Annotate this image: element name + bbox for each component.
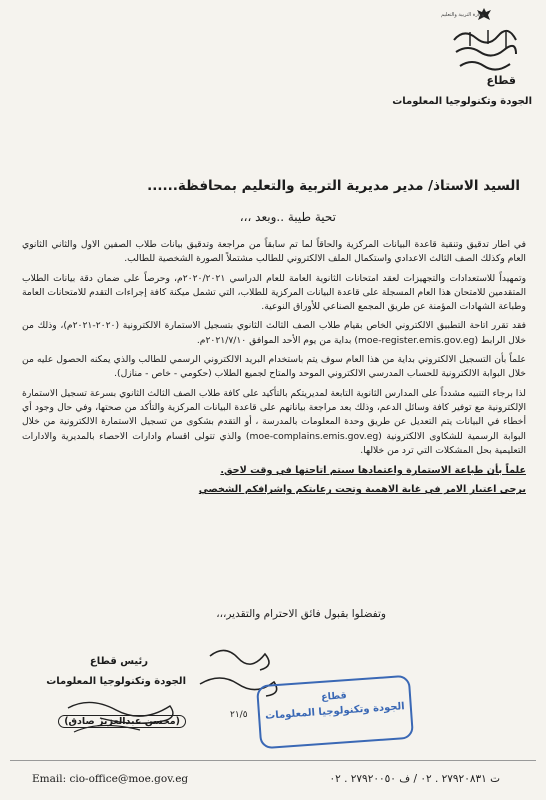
footer-email: Email: cio-office@moe.gov.eg	[32, 773, 189, 785]
body-paragraph: علماً بأن التسجيل الالكتروني بداية من هذا العام سوف يتم باستخدام البريد الالكتروني الرسمي للطالب والذي يمكنه الحصول عليه من خلال البوابة الالكترونية للحساب المدرسي الالكتروني الموحد والمتاح لجميع الطلاب (حكومي - خاص - منازل).	[22, 354, 526, 380]
official-stamp	[256, 675, 414, 750]
letter-addressee: السيد الاستاذ/ مدير مديرية التربية والتعليم بمحافظة......	[147, 178, 520, 194]
body-paragraph: فقد تقرر اتاحة التطبيق الالكتروني الخاص بقيام طلاب الصف الثالث الثانوي بتسجيل الاستمارة الالكترونية (٢٠٢٠-٢٠٢١م)، وذلك من خلال الرابط (moe-register.emis.gov.eg) بداية من يوم الأحد الموافق ٢٠٢١/٧/١٠م.	[22, 320, 526, 346]
print-note: علماً بأن طباعة الاستمارة واعتمادها سيتم اتاحتها في وقت لاحق.	[220, 465, 526, 477]
stamp-line1: قطاع	[320, 690, 348, 703]
body-paragraph: وتمهيداً للاستعدادات والتجهيزات لعقد امتحانات الثانوية العامة للعام الدراسي ٢٠٢٠/٢٠٢١م، وحرصاً على ضمان دقة بيانات الطلاب المتقدمين للامتحان هذا العام المسجلة على قاعدة البيانات المركزية للطلاب، التي تشمل ميكنة كافة إجراءات التقدم للامتحانات العامة وطباعة الشهادات المؤمنة عن طريق المجمع الصناعي للأوراق النوعية.	[22, 272, 527, 313]
stamp-number: ٢١/٥	[230, 710, 248, 720]
letter-body	[22, 238, 526, 503]
signature-sector: الجودة وتكنولوجيا المعلومات	[46, 676, 186, 687]
letter-closing: وتفضلوا بقبول فائق الاحترام والتقدير،،،	[216, 608, 386, 620]
importance-note: يرجى اعتبار الامر في غاية الاهمية وتحت رعايتكم واشرافكم الشخصي	[198, 484, 526, 496]
ministry-small-label: وزارة التربية والتعليم	[441, 12, 484, 18]
body-paragraph: في اطار تدقيق وتنقية قاعدة البيانات المركزية والحاقاً لما تم سابقاً من مراجعة وتدقيق بيانات طلاب الصفين الاول والثاني الثانوي العام وكذلك الصف الثالث الاعدادي واستكمال الملف الالكتروني للطالب مشتملاً الصورة الشخصية للطالب.	[22, 239, 526, 265]
sector-name: الجودة وتكنولوجيا المعلومات	[392, 96, 532, 107]
footer-divider	[10, 760, 536, 761]
letter-greeting: تحية طيبة ..وبعد ،،،	[239, 210, 336, 224]
ministry-calligraphy-logo	[450, 22, 520, 80]
stamp-line2: الجودة وتكنولوجيا المعلومات	[264, 701, 406, 722]
signatory-name: (محسن عبدالعزيز صادق)	[58, 716, 186, 727]
sector-label: قطاع	[486, 74, 516, 87]
footer-phones: ت ٢٧٩٢٠٨٣١ . ٠٢ / ف ٢٧٩٢٠٠٥٠ . ٠٢	[329, 773, 500, 785]
signature-title: رئيس قطاع	[89, 656, 148, 667]
body-paragraph: لذا برجاء التنبيه مشدداً على المدارس الثانوية التابعة لمديريتكم بالتأكيد على كافة طلاب الصف الثالث الثانوي بسرعة تسجيل الاستمارة الإلكترونية مع توفير كافة وسائل الدعم، وذلك بعد مراجعة بياناتهم على قاعدة البيانات المركزية والتأكد من صحتها، وفي حال وجود أي أخطاء في البيانات يتم التعديل عن طريق وحدة المعلومات بالمدرسة ، أو التقدم بشكوى من تسجيل الاستمارة الالكترونية من خلال البوابة الرسمية للشكاوى الالكترونية (moe-complains.emis.gov.eg) والذي تتولى اقسام وادارات الاحصاء بالمديرية والادارات التعليمية بحل المشكلات التي ترد من خلالها.	[22, 387, 526, 456]
